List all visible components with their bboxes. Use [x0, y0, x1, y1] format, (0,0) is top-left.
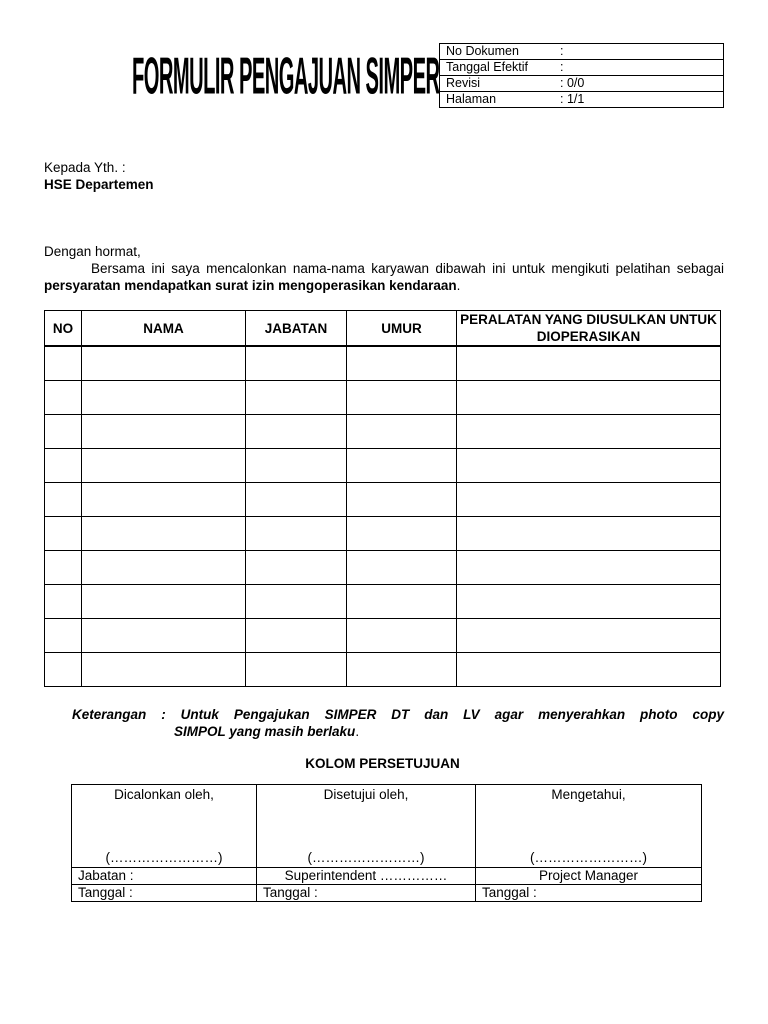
signature-line: (……………………): [530, 850, 647, 865]
doc-info-label: Tanggal Efektif: [446, 60, 528, 74]
table-row: [45, 415, 721, 449]
doc-info-row: [440, 60, 724, 76]
table-row: [45, 346, 721, 381]
cell-umur[interactable]: [347, 653, 457, 687]
cell-nama[interactable]: [82, 551, 246, 585]
date-cell[interactable]: Tanggal :: [72, 885, 257, 902]
cell-jabatan[interactable]: [246, 551, 347, 585]
cell-umur[interactable]: [347, 449, 457, 483]
cell-peralatan[interactable]: [457, 381, 721, 415]
cell-no[interactable]: [45, 483, 82, 517]
cell-umur[interactable]: [347, 483, 457, 517]
approval-date-row: [72, 885, 702, 902]
cell-nama[interactable]: [82, 483, 246, 517]
cell-jabatan[interactable]: [246, 653, 347, 687]
cell-no[interactable]: [45, 653, 82, 687]
form-title: FORMULIR PENGAJUAN SIMPER: [132, 45, 440, 106]
approval-position-row: [72, 868, 702, 885]
cell-jabatan[interactable]: [246, 415, 347, 449]
signature-cell-nominated[interactable]: [72, 785, 257, 868]
cell-no[interactable]: [45, 517, 82, 551]
column-header-umur: UMUR: [347, 311, 457, 347]
table-row: [45, 449, 721, 483]
doc-info-value: : 0/0: [560, 76, 585, 90]
position-cell[interactable]: Jabatan :: [72, 868, 257, 885]
cell-no[interactable]: [45, 619, 82, 653]
recipient-salutation: Kepada Yth. :: [44, 160, 126, 175]
cell-umur[interactable]: [347, 585, 457, 619]
cell-umur[interactable]: [347, 551, 457, 585]
table-header-row: [45, 311, 721, 347]
doc-info-value: : 1/1: [560, 92, 585, 106]
cell-nama[interactable]: [82, 381, 246, 415]
position-cell[interactable]: Project Manager: [476, 868, 702, 885]
signature-cell-approved[interactable]: [257, 785, 476, 868]
column-header-no: NO: [45, 311, 82, 347]
cell-peralatan[interactable]: [457, 517, 721, 551]
doc-info-label: Halaman: [446, 92, 497, 106]
cell-nama[interactable]: [82, 619, 246, 653]
cell-umur[interactable]: [347, 619, 457, 653]
note-end: .: [355, 724, 360, 739]
cell-peralatan[interactable]: [457, 415, 721, 449]
letter-greeting: Dengan hormat,: [44, 244, 141, 259]
letter-body-emphasis: persyaratan mendapatkan surat izin mengoperasikan kendaraan: [44, 278, 457, 293]
table-row: [45, 551, 721, 585]
cell-peralatan[interactable]: [457, 585, 721, 619]
approval-role: Disetujui oleh,: [323, 787, 409, 802]
cell-umur[interactable]: [347, 381, 457, 415]
cell-nama[interactable]: [82, 415, 246, 449]
table-row: [45, 517, 721, 551]
column-header-nama: NAMA: [82, 311, 246, 347]
date-cell[interactable]: Tanggal :: [257, 885, 476, 902]
approval-role: Mengetahui,: [551, 787, 626, 802]
cell-peralatan[interactable]: [457, 551, 721, 585]
table-row: [45, 619, 721, 653]
approval-role: Dicalonkan oleh,: [114, 787, 214, 802]
cell-peralatan[interactable]: [457, 449, 721, 483]
note: [72, 706, 724, 740]
cell-umur[interactable]: [347, 415, 457, 449]
position-cell[interactable]: Superintendent ……………: [257, 868, 476, 885]
cell-jabatan[interactable]: [246, 619, 347, 653]
table-row: [45, 381, 721, 415]
signature-line: (……………………): [307, 850, 425, 865]
cell-peralatan[interactable]: [457, 483, 721, 517]
approval-heading: KOLOM PERSETUJUAN: [305, 756, 460, 771]
cell-no[interactable]: [45, 346, 82, 381]
cell-nama[interactable]: [82, 585, 246, 619]
doc-info-row: [440, 76, 724, 92]
date-cell[interactable]: Tanggal :: [476, 885, 702, 902]
table-row: [45, 483, 721, 517]
cell-no[interactable]: [45, 551, 82, 585]
cell-no[interactable]: [45, 381, 82, 415]
table-row: [45, 585, 721, 619]
letter-body: [44, 260, 724, 294]
signature-cell-acknowledged[interactable]: [476, 785, 702, 868]
cell-jabatan[interactable]: [246, 585, 347, 619]
letter-body-end: .: [456, 278, 461, 293]
doc-info-row: [440, 92, 724, 108]
column-header-peralatan: PERALATAN YANG DIUSULKAN UNTUK DIOPERASIKAN: [457, 311, 721, 347]
cell-jabatan[interactable]: [246, 449, 347, 483]
approval-table: [71, 784, 702, 902]
note-line-2-text: SIMPOL yang masih berlaku: [174, 724, 356, 739]
cell-peralatan[interactable]: [457, 619, 721, 653]
cell-nama[interactable]: [82, 346, 246, 381]
cell-peralatan[interactable]: [457, 346, 721, 381]
note-line-2: [72, 723, 724, 740]
table-row: [45, 653, 721, 687]
signature-line: (……………………): [105, 850, 223, 865]
column-header-jabatan: JABATAN: [246, 311, 347, 347]
doc-info-value: :: [560, 60, 564, 74]
cell-jabatan[interactable]: [246, 381, 347, 415]
cell-nama[interactable]: [82, 449, 246, 483]
cell-umur[interactable]: [347, 517, 457, 551]
document-info-table: [439, 43, 724, 108]
recipient-department: HSE Departemen: [44, 177, 154, 192]
doc-info-label: No Dokumen: [446, 44, 519, 58]
cell-jabatan[interactable]: [246, 483, 347, 517]
cell-jabatan[interactable]: [246, 517, 347, 551]
cell-umur[interactable]: [347, 346, 457, 381]
cell-peralatan[interactable]: [457, 653, 721, 687]
candidates-table: [44, 310, 721, 687]
cell-no[interactable]: [45, 585, 82, 619]
approval-signature-row: [72, 785, 702, 868]
letter-body-text: Bersama ini saya mencalonkan nama-nama karyawan dibawah ini untuk mengikuti pelatihan sebagai: [91, 261, 724, 276]
note-line-1: Keterangan : Untuk Pengajukan SIMPER DT dan LV agar menyerahkan photo copy: [72, 707, 724, 722]
doc-info-value: :: [560, 44, 564, 58]
cell-nama[interactable]: [82, 653, 246, 687]
cell-jabatan[interactable]: [246, 346, 347, 381]
doc-info-row: [440, 44, 724, 60]
doc-info-label: Revisi: [446, 76, 481, 90]
cell-no[interactable]: [45, 449, 82, 483]
cell-nama[interactable]: [82, 517, 246, 551]
cell-no[interactable]: [45, 415, 82, 449]
